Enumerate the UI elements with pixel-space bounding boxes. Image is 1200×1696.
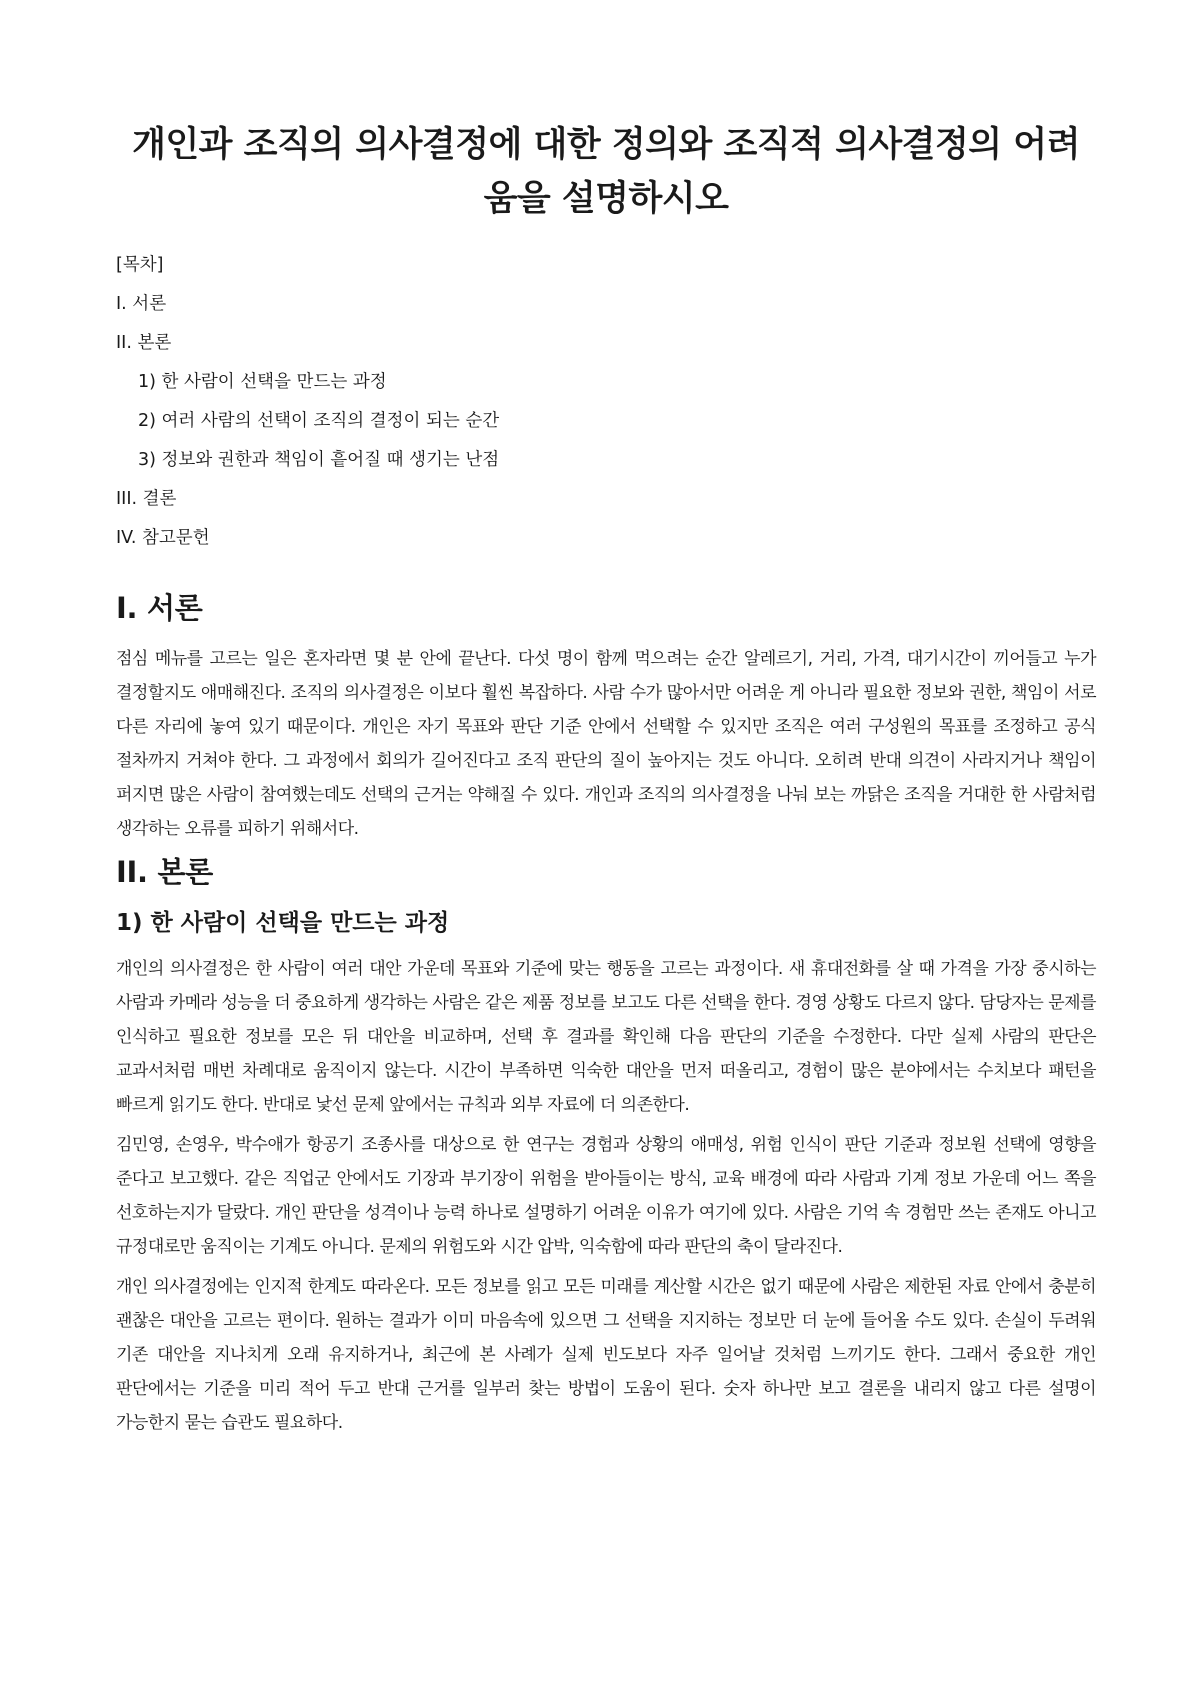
main-heading: II. 본론 <box>116 855 213 889</box>
toc-heading: [목차] <box>116 255 164 275</box>
document-title: 개인과 조직의 의사결정에 대한 정의와 조직적 의사결정의 어려움을 설명하시오 <box>132 125 1080 219</box>
toc-item: III. 결론 <box>116 489 177 509</box>
toc-list <box>116 285 1096 558</box>
toc-subitem: 2) 여러 사람의 선택이 조직의 결정이 되는 순간 <box>138 411 500 431</box>
table-of-contents <box>116 246 1096 558</box>
intro-paragraph: 점심 메뉴를 고르는 일은 혼자라면 몇 분 안에 끝난다. 다섯 명이 함께 먹으려는 순간 알레르기, 거리, 가격, 대기시간이 끼어들고 누가 결정할지도 애매해진다. 조직의 의사결정은 이보다 훨씬 복잡하다. 사람 수가 많아서만 어려운 게 아니라 필요한 정보와 권한, 책임이 서로 다른 자리에 놓여 있기 때문이다. 개인은 자기 목표와 판단 기준 안에서 선택할 수 있지만 조직은 여러 구성원의 목표를 조정하고 공식 절차까지 거쳐야 한다. 그 과정에서 회의가 길어진다고 조직 판단의 질이 높아지는 것도 아니다. 오히려 반대 의견이 사라지거나 책임이 퍼지면 많은 사람이 참여했는데도 선택의 근거는 약해질 수 있다. 개인과 조직의 의사결정을 나눠 보는 까닭은 조직을 거대한 한 사람처럼 생각하는 오류를 피하기 위해서다. <box>116 649 1096 839</box>
intro-section <box>116 588 1096 846</box>
subsection-1-paragraph: 개인 의사결정에는 인지적 한계도 따라온다. 모든 정보를 읽고 모든 미래를 계산할 시간은 없기 때문에 사람은 제한된 자료 안에서 충분히 괜찮은 대안을 고르는 편이다. 원하는 결과가 이미 마음속에 있으면 그 선택을 지지하는 정보만 더 눈에 들어올 수도 있다. 손실이 두려워 기존 대안을 지나치게 오래 유지하거나, 최근에 본 사례가 실제 빈도보다 자주 일어날 것처럼 느끼기도 한다. 그래서 중요한 개인 판단에서는 기준을 미리 적어 두고 반대 근거를 일부러 찾는 방법이 도움이 된다. 숫자 하나만 보고 결론을 내리지 않고 다른 설명이 가능한지 묻는 습관도 필요하다. <box>116 1277 1096 1433</box>
toc-subitem: 1) 한 사람이 선택을 만드는 과정 <box>138 372 387 392</box>
document-page <box>116 118 1096 1446</box>
toc-item: IV. 참고문헌 <box>116 528 210 548</box>
main-section <box>116 852 1096 1440</box>
toc-item: I. 서론 <box>116 294 167 314</box>
subsection-1-heading: 1) 한 사람이 선택을 만드는 과정 <box>116 910 450 936</box>
toc-subitem: 3) 정보와 권한과 책임이 흩어질 때 생기는 난점 <box>138 450 500 470</box>
subsection-1-paragraph: 김민영, 손영우, 박수애가 항공기 조종사를 대상으로 한 연구는 경험과 상황의 애매성, 위험 인식이 판단 기준과 정보원 선택에 영향을 준다고 보고했다. 같은 직업군 안에서도 기장과 부기장이 위험을 받아들이는 방식, 교육 배경에 따라 사람과 기계 정보 가운데 어느 쪽을 선호하는지가 달랐다. 개인 판단을 성격이나 능력 하나로 설명하기 어려운 이유가 여기에 있다. 사람은 기억 속 경험만 쓰는 존재도 아니고 규정대로만 움직이는 기계도 아니다. 문제의 위험도와 시간 압박, 익숙함에 따라 판단의 축이 달라진다. <box>116 1135 1096 1257</box>
toc-item: II. 본론 <box>116 333 172 353</box>
subsection-1-paragraph: 개인의 의사결정은 한 사람이 여러 대안 가운데 목표와 기준에 맞는 행동을 고르는 과정이다. 새 휴대전화를 살 때 가격을 가장 중시하는 사람과 카메라 성능을 더 중요하게 생각하는 사람은 같은 제품 정보를 보고도 다른 선택을 한다. 경영 상황도 다르지 않다. 담당자는 문제를 인식하고 필요한 정보를 모은 뒤 대안을 비교하며, 선택 후 결과를 확인해 다음 판단의 기준을 수정한다. 다만 실제 사람의 판단은 교과서처럼 매번 차례대로 움직이지 않는다. 시간이 부족하면 익숙한 대안을 먼저 떠올리고, 경험이 많은 분야에서는 수치보다 패턴을 빠르게 읽기도 한다. 반대로 낯선 문제 앞에서는 규칙과 외부 자료에 더 의존한다. <box>116 959 1096 1115</box>
intro-heading: I. 서론 <box>116 591 203 625</box>
